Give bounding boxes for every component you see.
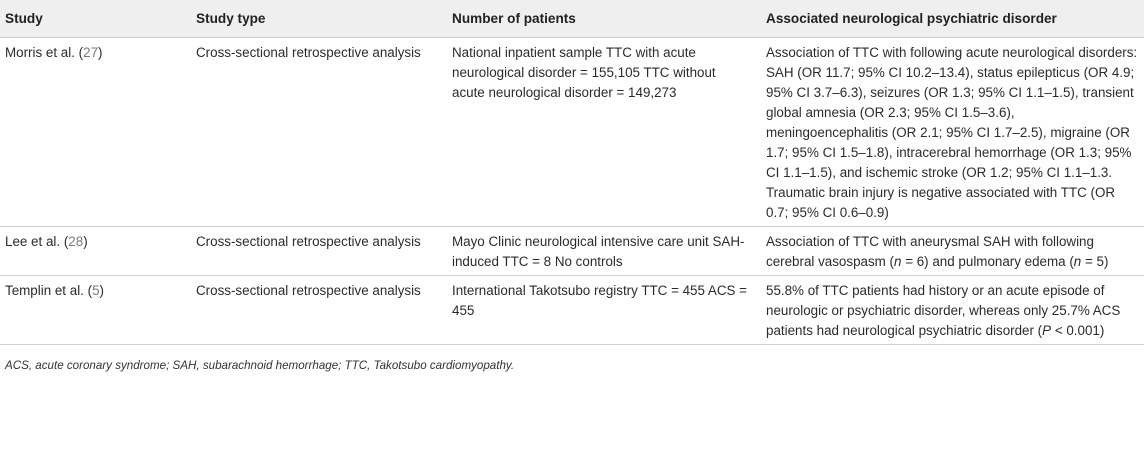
header-study-type: Study type (196, 11, 266, 26)
study-cell: Templin et al. (5) (0, 275, 196, 344)
table-row (0, 275, 1144, 344)
disorder-cell: Association of TTC with aneurysmal SAH with following cerebral vasospasm (n = 6) and pulmonary edema (n = 5) (766, 226, 1144, 275)
study-cell: Lee et al. (28) (0, 226, 196, 275)
disorder-cell: Association of TTC with following acute neurological disorders: SAH (OR 11.7; 95% CI 10.2–13.4), status epilepticus (OR 4.9; 95% CI 3.7–6.3), seizures (OR 1.3; 95% CI 1.1–1.5), transient global amnesia (OR 2.3; 95% CI 1.5–3.6), meningoencephalitis (OR 2.1; 95% CI 1.7–2.5), migraine (OR 1.7; 95% CI 1.5–1.8), intracerebral hemorrhage (OR 1.3; 95% CI 1.1–1.5), and ischemic stroke (OR 1.2; 95% CI 1.1–1.3. Traumatic brain injury is negative associated with TTC (OR 0.7; 95% CI 0.6–0.9) (766, 37, 1144, 226)
patients-cell: National inpatient sample TTC with acute neurological disorder = 155,105 TTC without acute neurological disorder = 149,273 (452, 37, 766, 226)
disorder-cell: 55.8% of TTC patients had history or an acute episode of neurologic or psychiatric disorder, whereas only 25.7% ACS patients had neurological psychiatric disorder (P < 0.001) (766, 275, 1144, 344)
study-type-cell: Cross-sectional retrospective analysis (196, 275, 452, 344)
table-row (0, 37, 1144, 226)
header-associated-disorder: Associated neurological psychiatric disorder (766, 11, 1057, 26)
table-footnote: ACS, acute coronary syndrome; SAH, subarachnoid hemorrhage; TTC, Takotsubo cardiomyopathy. (5, 358, 515, 372)
study-cell: Morris et al. (27) (0, 37, 196, 226)
table-header-row (0, 0, 1144, 37)
header-study: Study (5, 11, 43, 26)
study-type-cell: Cross-sectional retrospective analysis (196, 37, 452, 226)
study-type-cell: Cross-sectional retrospective analysis (196, 226, 452, 275)
header-number-of-patients: Number of patients (452, 11, 576, 26)
table-row (0, 226, 1144, 275)
patients-cell: International Takotsubo registry TTC = 455 ACS = 455 (452, 275, 766, 344)
patients-cell: Mayo Clinic neurological intensive care unit SAH-induced TTC = 8 No controls (452, 226, 766, 275)
reference-link[interactable]: 27 (83, 44, 99, 60)
reference-link[interactable]: 5 (92, 282, 100, 298)
reference-link[interactable]: 28 (68, 233, 84, 249)
